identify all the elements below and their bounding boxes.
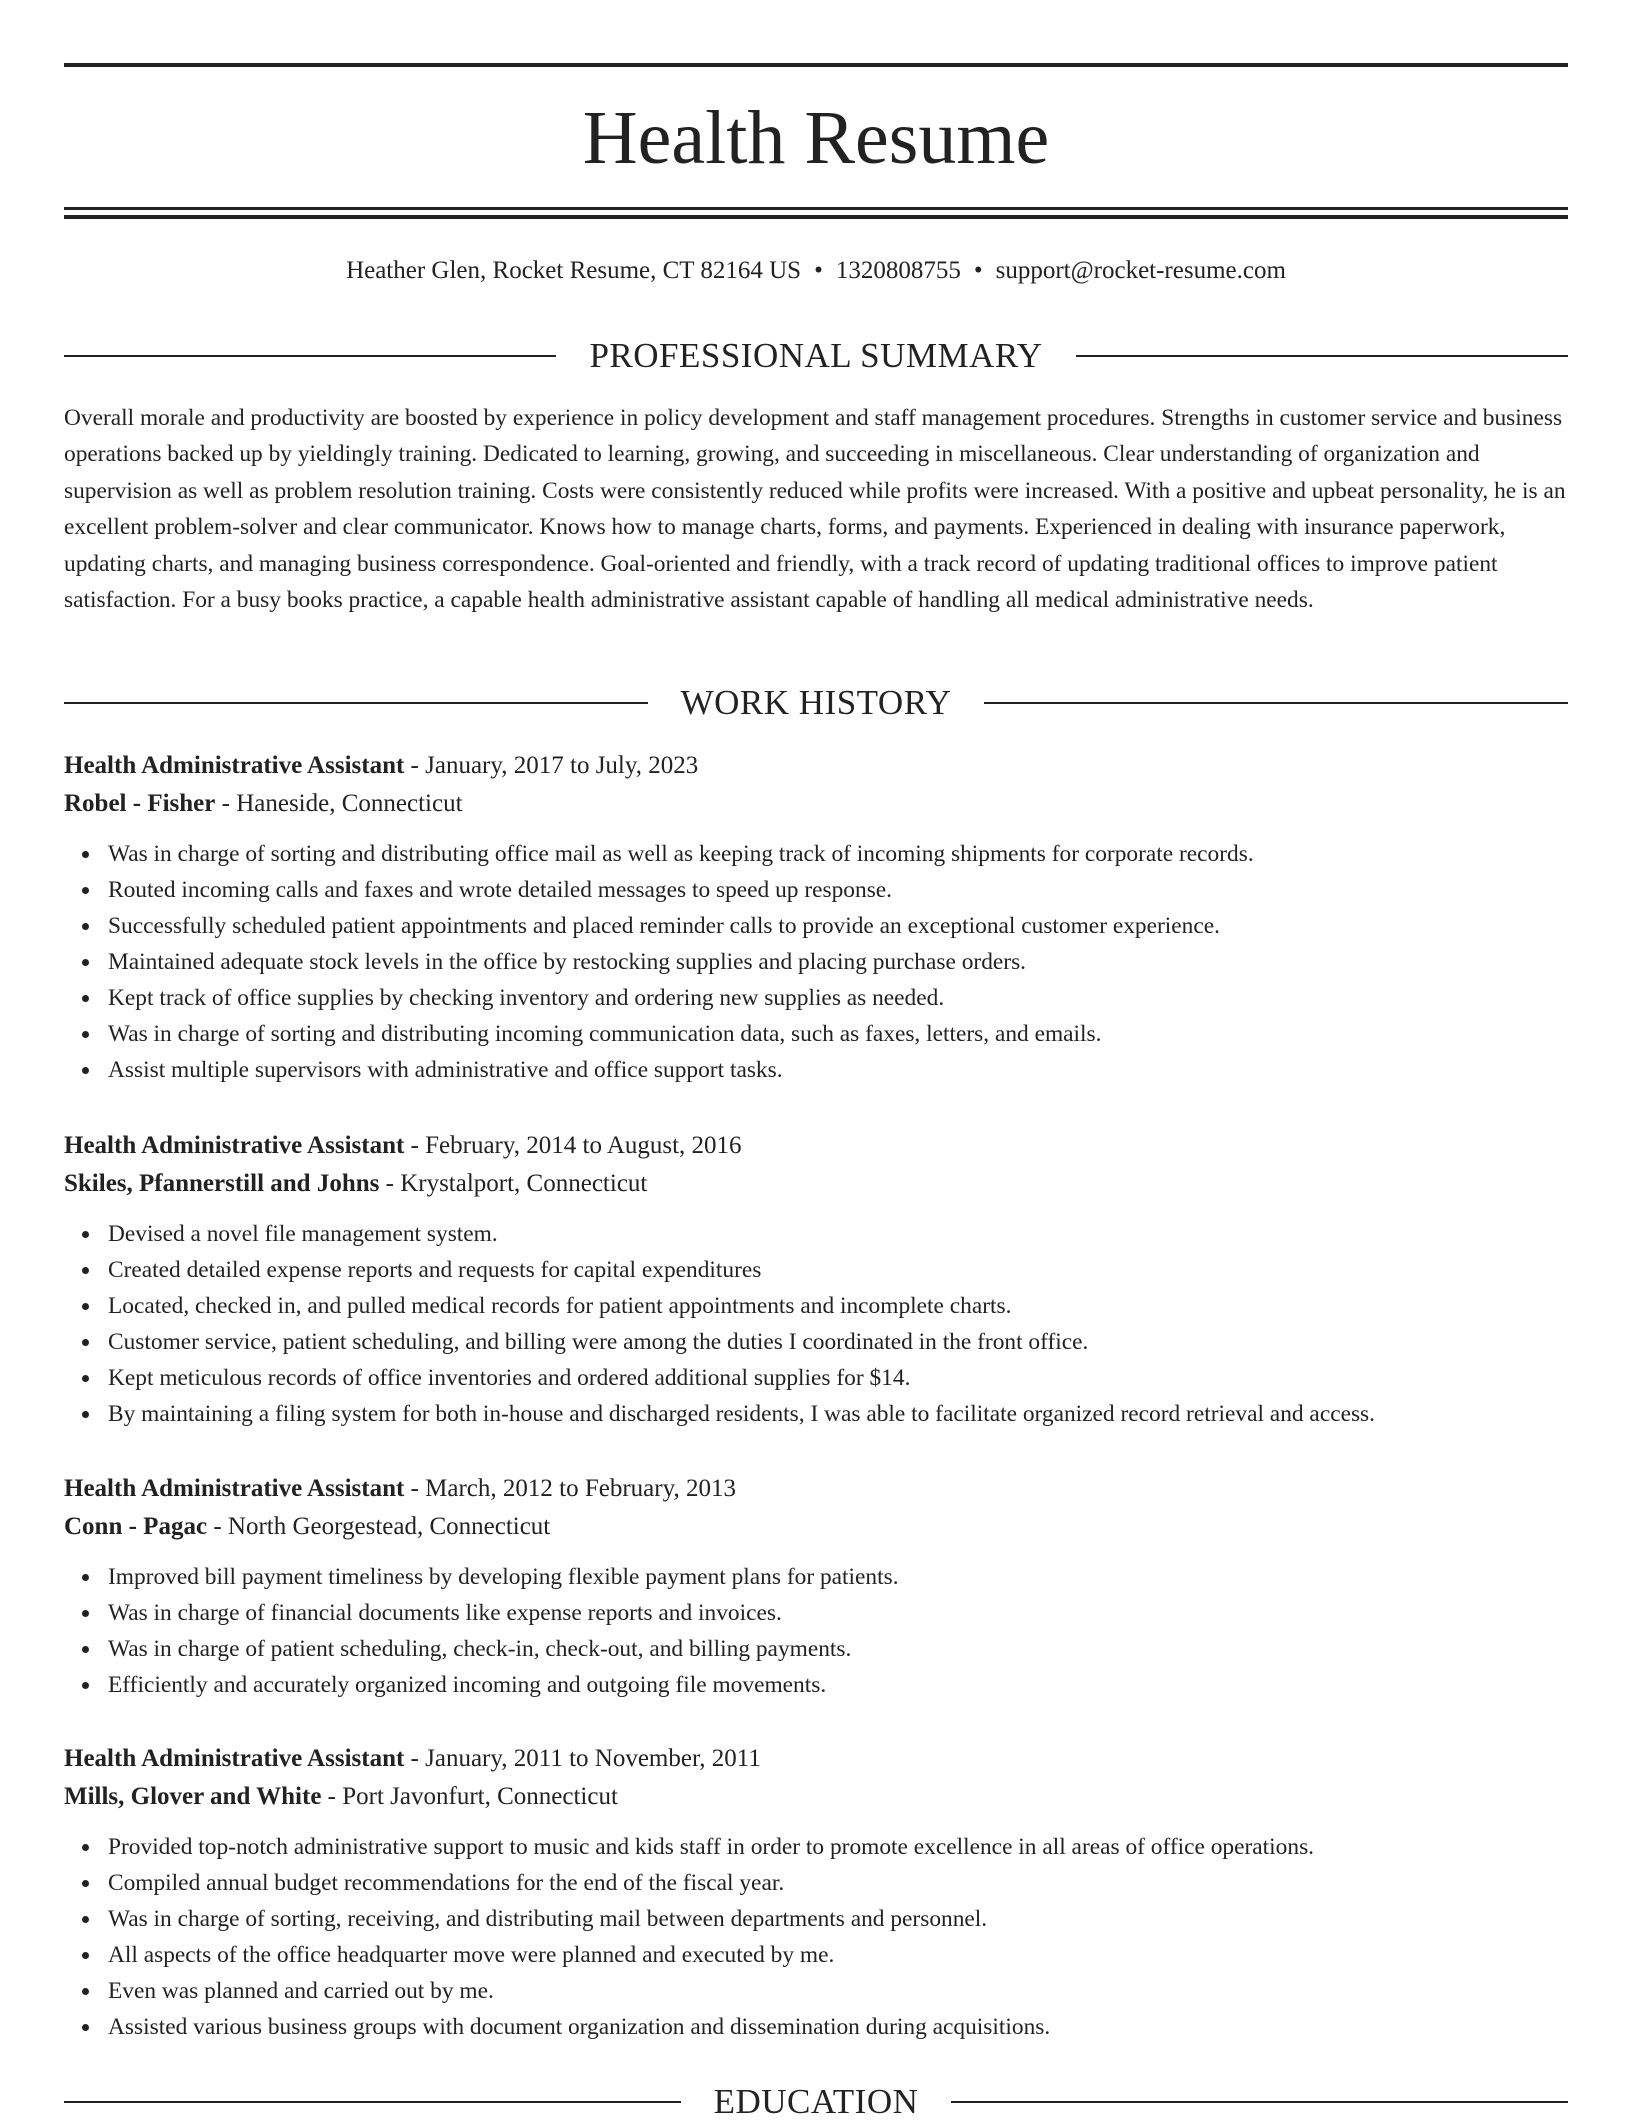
- job-location: Haneside, Connecticut: [236, 790, 463, 817]
- section-title: WORK HISTORY: [680, 683, 952, 722]
- job-title: Health Administrative Assistant: [64, 1132, 405, 1159]
- resume-title: Health Resume: [582, 96, 1050, 180]
- job-title: Health Administrative Assistant: [64, 752, 405, 779]
- job-company-line: Robel - Fisher - Haneside, Connecticut: [64, 790, 463, 817]
- section-title: EDUCATION: [713, 2082, 919, 2121]
- job-company: Mills, Glover and White: [64, 1783, 322, 1810]
- job-bullet: By maintaining a filing system for both in-house and discharged residents, I was able to facilitate organized record retrieval and access.: [108, 1396, 1568, 1432]
- top-rule: [64, 63, 1568, 67]
- double-rule-lower-line: [64, 215, 1568, 219]
- job-bullet: Created detailed expense reports and requests for capital expenditures: [108, 1252, 1568, 1288]
- job-bullet: Successfully scheduled patient appointments and placed reminder calls to provide an exceptional customer experience.: [108, 908, 1568, 944]
- job-title: Health Administrative Assistant: [64, 1475, 405, 1502]
- job-bullet: Was in charge of patient scheduling, check-in, check-out, and billing payments.: [108, 1631, 1568, 1667]
- job-bullet: Was in charge of sorting and distributing office mail as well as keeping track of incoming shipments for corporate records.: [108, 836, 1568, 872]
- job-bullet: Kept track of office supplies by checking inventory and ordering new supplies as needed.: [108, 980, 1568, 1016]
- contact-phone: 1320808755: [835, 257, 961, 284]
- job-bullet: Was in charge of sorting and distributing incoming communication data, such as faxes, letters, and emails.: [108, 1016, 1568, 1052]
- job-bullet: Compiled annual budget recommendations for the end of the fiscal year.: [108, 1865, 1568, 1901]
- job-title-line: Health Administrative Assistant - January, 2011 to November, 2011: [64, 1745, 761, 1772]
- job-bullets: [64, 1829, 1568, 2045]
- job-entry-4: [64, 1740, 1568, 2045]
- job-title-line: Health Administrative Assistant - February, 2014 to August, 2016: [64, 1132, 742, 1159]
- job-company-line: Conn - Pagac - North Georgestead, Connecticut: [64, 1513, 551, 1540]
- job-bullet: Provided top-notch administrative support to music and kids staff in order to promote excellence in all areas of office operations.: [108, 1829, 1568, 1865]
- section-heading-work-history: [64, 681, 1568, 725]
- job-bullets: [64, 836, 1568, 1088]
- job-bullet: Even was planned and carried out by me.: [108, 1973, 1568, 2009]
- professional-summary-text: Overall morale and productivity are boosted by experience in policy development and staff management procedures. Strengths in customer service and business operations backed up by yieldingly training. Dedicated to learning, growing, and succeeding in miscellaneous. Clear understanding of organization and supervision as well as problem resolution training. Costs were consistently reduced while profits were increased. With a positive and upbeat personality, he is an excellent problem-solver and clear communicator. Knows how to manage charts, forms, and payments. Experienced in dealing with insurance paperwork, updating charts, and managing business correspondence. Goal-oriented and friendly, with a track record of updating traditional offices to improve patient satisfaction. For a busy books practice, a capable health administrative assistant capable of handling all medical administrative needs.: [64, 405, 1566, 614]
- job-company: Robel - Fisher: [64, 790, 216, 817]
- job-bullet: All aspects of the office headquarter move were planned and executed by me.: [108, 1937, 1568, 1973]
- contact-address: Heather Glen, Rocket Resume, CT 82164 US: [346, 257, 802, 284]
- job-title: Health Administrative Assistant: [64, 1745, 405, 1772]
- job-bullet: Routed incoming calls and faxes and wrote detailed messages to speed up response.: [108, 872, 1568, 908]
- job-location: Port Javonfurt, Connecticut: [342, 1783, 618, 1810]
- contact-line: [64, 255, 1568, 287]
- section-heading-summary: [64, 334, 1568, 378]
- job-entry-1: [64, 747, 1568, 1088]
- job-bullet: Assist multiple supervisors with administrative and office support tasks.: [108, 1052, 1568, 1088]
- job-company: Skiles, Pfannerstill and Johns: [64, 1170, 380, 1197]
- job-company-line: Skiles, Pfannerstill and Johns - Krystalport, Connecticut: [64, 1170, 648, 1197]
- job-bullet: Assisted various business groups with document organization and dissemination during acquisitions.: [108, 2009, 1568, 2045]
- title-double-rule: [64, 207, 1568, 219]
- heading-rule-right: [1076, 355, 1568, 357]
- contact-email: support@rocket-resume.com: [995, 257, 1286, 284]
- heading-rule-left: [64, 2101, 681, 2103]
- job-dates: January, 2017 to July, 2023: [425, 752, 699, 779]
- job-title-line: Health Administrative Assistant - January, 2017 to July, 2023: [64, 752, 699, 779]
- section-title: PROFESSIONAL SUMMARY: [589, 336, 1043, 375]
- job-company-line: Mills, Glover and White - Port Javonfurt, Connecticut: [64, 1783, 618, 1810]
- heading-rule-left: [64, 355, 556, 357]
- job-bullet: Customer service, patient scheduling, and billing were among the duties I coordinated in the front office.: [108, 1324, 1568, 1360]
- double-rule-upper-line: [64, 207, 1568, 210]
- job-bullet: Kept meticulous records of office inventories and ordered additional supplies for $14.: [108, 1360, 1568, 1396]
- job-entry-3: [64, 1470, 1568, 1703]
- job-bullet: Devised a novel file management system.: [108, 1216, 1568, 1252]
- job-title-line: Health Administrative Assistant - March, 2012 to February, 2013: [64, 1475, 736, 1502]
- job-dates: January, 2011 to November, 2011: [425, 1745, 761, 1772]
- heading-rule-right: [951, 2101, 1568, 2103]
- job-bullet: Efficiently and accurately organized incoming and outgoing file movements.: [108, 1667, 1568, 1703]
- heading-rule-left: [64, 702, 648, 704]
- section-heading-education: [64, 2080, 1568, 2124]
- job-dates: February, 2014 to August, 2016: [425, 1132, 742, 1159]
- contact-separator: •: [973, 257, 983, 284]
- job-bullet: Improved bill payment timeliness by developing flexible payment plans for patients.: [108, 1559, 1568, 1595]
- contact-separator: •: [814, 257, 823, 284]
- job-bullet: Located, checked in, and pulled medical records for patient appointments and incomplete charts.: [108, 1288, 1568, 1324]
- heading-rule-right: [984, 702, 1568, 704]
- job-entry-2: [64, 1127, 1568, 1432]
- job-bullet: Was in charge of sorting, receiving, and distributing mail between departments and personnel.: [108, 1901, 1568, 1937]
- job-bullets: [64, 1559, 1568, 1703]
- job-company: Conn - Pagac: [64, 1513, 208, 1540]
- job-bullet: Maintained adequate stock levels in the office by restocking supplies and placing purchase orders.: [108, 944, 1568, 980]
- job-bullets: [64, 1216, 1568, 1432]
- job-dates: March, 2012 to February, 2013: [425, 1475, 736, 1502]
- job-location: Krystalport, Connecticut: [400, 1170, 648, 1197]
- job-bullet: Was in charge of financial documents like expense reports and invoices.: [108, 1595, 1568, 1631]
- job-location: North Georgestead, Connecticut: [227, 1513, 551, 1540]
